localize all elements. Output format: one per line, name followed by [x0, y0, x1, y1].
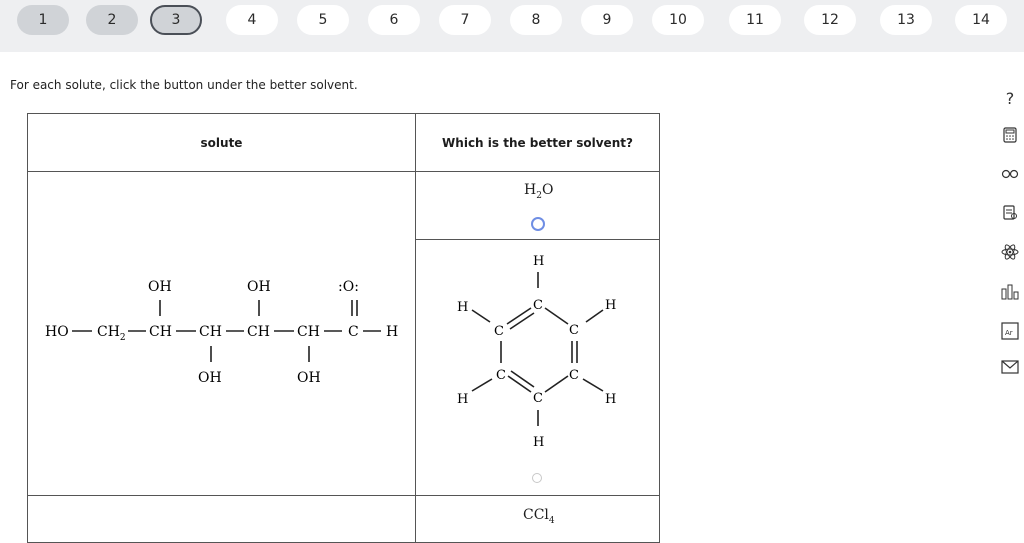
ccl4-subscript: 4 — [548, 515, 555, 526]
benzene-h-top: H — [533, 254, 545, 269]
question-number: 4 — [247, 12, 257, 28]
instructions-text: For each solute, click the button under the better solvent. — [10, 78, 358, 92]
bond — [472, 379, 492, 391]
question-number: 10 — [669, 12, 687, 28]
water-h: H — [524, 182, 537, 198]
question-13-button[interactable] — [880, 5, 932, 35]
benzene-h-lower-right: H — [605, 392, 617, 407]
calculator-icon-svg — [1002, 127, 1018, 143]
water-solvent-radio[interactable] — [531, 217, 545, 231]
atom-icon[interactable] — [999, 241, 1021, 263]
benzene-c-bottom: C — [533, 391, 543, 406]
bar-chart-icon[interactable] — [999, 281, 1021, 303]
question-5-button[interactable] — [297, 5, 349, 35]
mail-icon-svg — [1001, 360, 1019, 374]
question-number: 13 — [897, 12, 915, 28]
ch2-group: $CH_2$ — [97, 324, 126, 343]
question-12-button[interactable] — [804, 5, 856, 35]
question-number: 6 — [389, 12, 399, 28]
question-number: 11 — [746, 12, 764, 28]
water-subscript: 2 — [536, 190, 542, 201]
question-6-button[interactable] — [368, 5, 420, 35]
solute-header — [27, 113, 416, 172]
double-bond — [511, 371, 534, 387]
mail-icon[interactable] — [999, 356, 1021, 378]
oh-top-2: OH — [247, 279, 271, 295]
benzene-h-bottom: H — [533, 435, 545, 450]
benzene-c-upper-left: C — [494, 324, 504, 339]
question-14-button[interactable] — [955, 5, 1007, 35]
ch-group-4: CH — [297, 324, 320, 340]
question-9-button[interactable] — [581, 5, 633, 35]
ch-group-3: CH — [247, 324, 270, 340]
benzene-h-lower-left: H — [457, 392, 469, 407]
bond — [545, 308, 568, 324]
question-icon[interactable] — [999, 87, 1021, 109]
double-bond — [508, 376, 531, 392]
double-bond — [507, 308, 531, 324]
question-7-button[interactable] — [439, 5, 491, 35]
bond — [586, 310, 603, 322]
svg-text:Ar: Ar — [1005, 329, 1013, 337]
question-number: 14 — [972, 12, 990, 28]
ccl4-formula — [523, 507, 555, 526]
question-number: 7 — [460, 12, 470, 28]
question-number: 8 — [531, 12, 541, 28]
bar-chart-icon-svg — [1001, 284, 1019, 300]
water-formula — [524, 182, 553, 201]
benzene-c-lower-right: C — [569, 368, 579, 383]
question-number: 9 — [602, 12, 612, 28]
bond — [472, 310, 490, 322]
oh-top-1: OH — [148, 279, 172, 295]
benzene-solvent-radio[interactable] — [532, 473, 542, 483]
ccl4-ccl: CCl — [523, 507, 549, 523]
question-number: 5 — [318, 12, 328, 28]
periodic-table-icon[interactable] — [999, 320, 1021, 342]
question-11-button[interactable] — [729, 5, 781, 35]
solvent-header-label: Which is the better solvent? — [442, 135, 633, 150]
water-o: O — [541, 182, 554, 198]
aldehyde-h: H — [386, 324, 399, 340]
carbonyl-carbon: C — [348, 324, 359, 340]
oh-bottom-2: OH — [297, 370, 321, 386]
calculator-icon[interactable] — [999, 124, 1021, 146]
question-4-button[interactable] — [226, 5, 278, 35]
solvent-header — [415, 113, 660, 172]
question-10-button[interactable] — [652, 5, 704, 35]
question-number: 12 — [821, 12, 839, 28]
glasses-icon[interactable] — [999, 162, 1021, 184]
question-nav-bar — [0, 0, 1024, 52]
benzene-h-upper-right: H — [605, 298, 617, 313]
question-3-button[interactable] — [150, 5, 202, 35]
benzene-structure — [450, 248, 630, 453]
glasses-icon-svg — [1001, 167, 1019, 179]
question-1-button[interactable] — [17, 5, 69, 35]
benzene-h-upper-left: H — [457, 300, 469, 315]
ch-group-2: CH — [199, 324, 222, 340]
question-number: 2 — [107, 12, 117, 28]
question-glyph: ? — [1005, 88, 1015, 108]
bond — [583, 379, 603, 391]
question-number: 1 — [38, 12, 48, 28]
clipboard-icon[interactable] — [999, 201, 1021, 223]
oh-bottom-1: OH — [198, 370, 222, 386]
carbonyl-oxygen: :O: — [338, 279, 359, 295]
ho-group: HO — [45, 324, 69, 340]
ch-group-1: CH — [149, 324, 172, 340]
bond — [545, 376, 568, 392]
periodic-table-icon-svg — [1001, 322, 1019, 340]
clipboard-icon-svg — [1002, 204, 1018, 220]
benzene-c-lower-left: C — [496, 368, 506, 383]
solute-structure — [30, 270, 410, 395]
question-number: 3 — [171, 12, 181, 28]
question-8-button[interactable] — [510, 5, 562, 35]
question-2-button[interactable] — [86, 5, 138, 35]
atom-icon-svg — [1001, 243, 1019, 261]
benzene-c-upper-right: C — [569, 323, 579, 338]
double-bond — [510, 313, 534, 329]
solute-header-label: solute — [200, 135, 243, 150]
benzene-c-top: C — [533, 298, 543, 313]
